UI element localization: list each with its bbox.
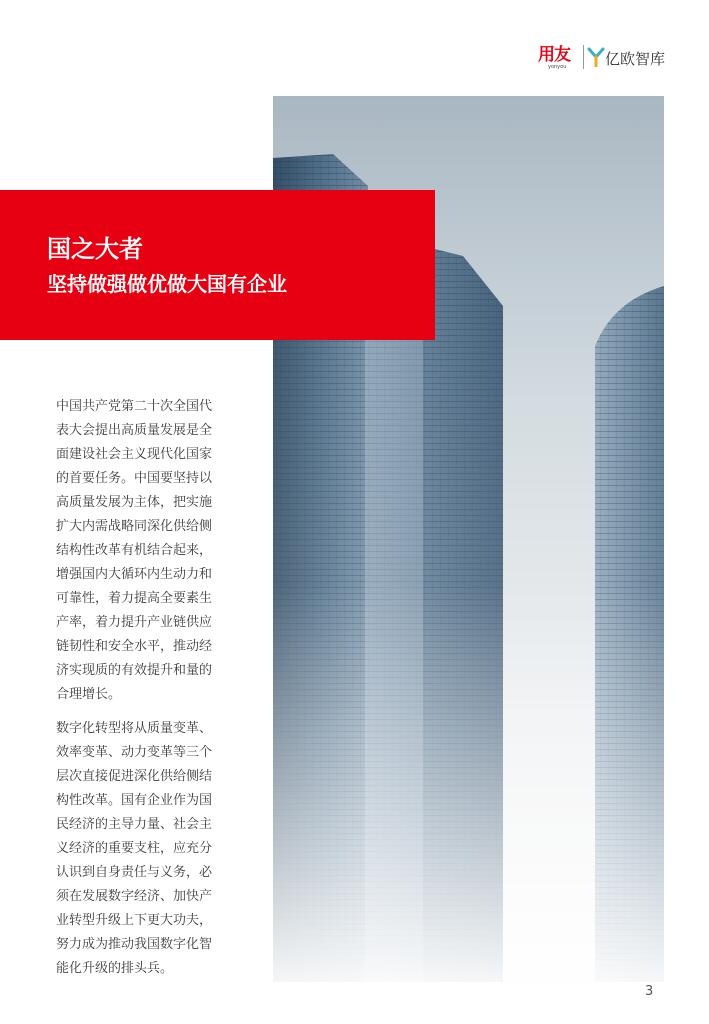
yonyou-logo: 用友 [538,45,570,65]
iyiou-logo: 亿欧智库 [605,50,666,68]
body-paragraph: 数字化转型将从质量变革、效率变革、动力变革等三个层次直接促进深化供给侧结构性改革。国有企业作为国民经济的主导力量、社会主义经济的重要支柱，应充分认识到自身责任与义务，必须在发展数字经济、加快产业转型升级上下更大功夫，努力成为推动我国数字化智能化升级的排头兵。 [56,721,213,976]
yonyou-logo-subtext: yonyou [548,64,567,70]
body-text [56,395,222,981]
title-banner [0,190,435,340]
section-subtitle: 坚持做强做优做大国有企业 [47,272,287,296]
page-number: 3 [645,984,654,999]
iyiou-logo-icon [587,47,605,67]
logo-divider [583,45,584,69]
body-paragraph: 中国共产党第二十次全国代表大会提出高质量发展是全面建设社会主义现代化国家的首要任务。中国要坚持以高质量发展为主体，把实施扩大内需战略同深化供给侧结构性改革有机结合起来，增强国内大循环内生动力和可靠性，着力提高全要素生产率，着力提升产业链供应链韧性和安全水平，推动经济实现质的有效提升和量的合理增长。 [56,399,213,702]
section-title: 国之大者 [47,235,143,263]
